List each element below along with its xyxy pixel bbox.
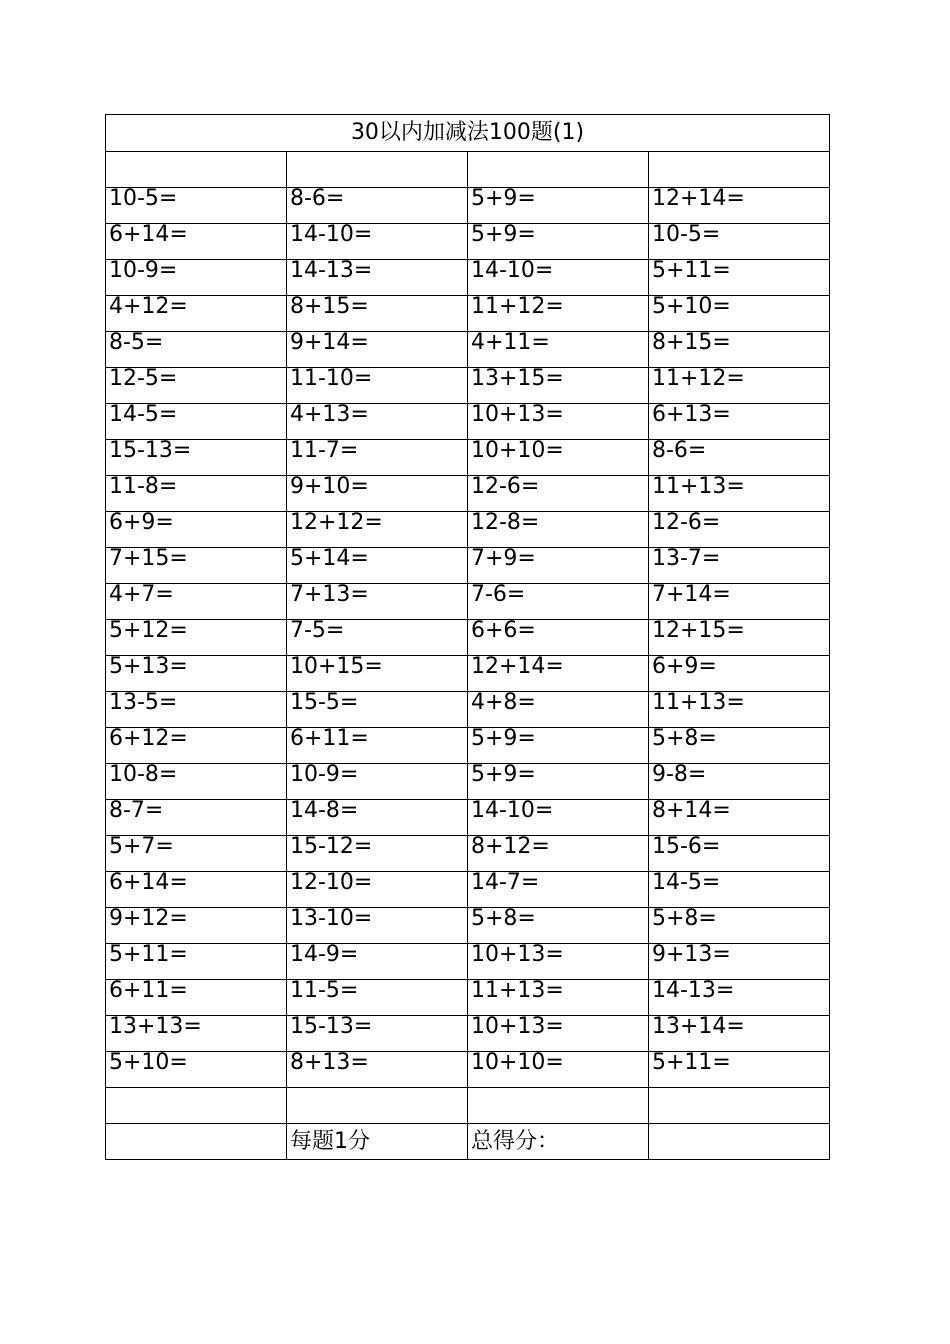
problem-cell: 6+12= bbox=[106, 728, 287, 764]
problem-cell: 10-8= bbox=[106, 764, 287, 800]
problem-cell: 7-5= bbox=[287, 620, 468, 656]
problem-cell: 11+12= bbox=[649, 368, 830, 404]
problem-cell: 5+12= bbox=[106, 620, 287, 656]
problem-row bbox=[106, 692, 830, 728]
problem-cell: 4+11= bbox=[468, 332, 649, 368]
problem-cell: 5+11= bbox=[649, 1052, 830, 1088]
problem-cell: 8+15= bbox=[287, 296, 468, 332]
problem-row bbox=[106, 548, 830, 584]
problem-row bbox=[106, 584, 830, 620]
problem-row bbox=[106, 872, 830, 908]
problem-cell: 12+12= bbox=[287, 512, 468, 548]
problem-row bbox=[106, 908, 830, 944]
problem-cell: 14-13= bbox=[649, 980, 830, 1016]
problem-cell: 10-9= bbox=[287, 764, 468, 800]
problem-cell: 8+14= bbox=[649, 800, 830, 836]
problem-cell: 7+15= bbox=[106, 548, 287, 584]
problem-cell: 10+13= bbox=[468, 1016, 649, 1052]
problem-cell: 15-12= bbox=[287, 836, 468, 872]
problem-cell: 7+13= bbox=[287, 584, 468, 620]
problem-cell: 5+14= bbox=[287, 548, 468, 584]
score-entry-cell[interactable] bbox=[649, 1124, 830, 1160]
problem-cell: 11+12= bbox=[468, 296, 649, 332]
footer-blank-cell bbox=[468, 1088, 649, 1124]
problem-cell: 10-9= bbox=[106, 260, 287, 296]
problem-row bbox=[106, 224, 830, 260]
problem-cell: 11-10= bbox=[287, 368, 468, 404]
problem-cell: 11-7= bbox=[287, 440, 468, 476]
problem-cell: 13-10= bbox=[287, 908, 468, 944]
problem-row bbox=[106, 332, 830, 368]
problem-cell: 10+10= bbox=[468, 1052, 649, 1088]
problem-cell: 15-13= bbox=[287, 1016, 468, 1052]
problem-row bbox=[106, 476, 830, 512]
problem-cell: 12+14= bbox=[468, 656, 649, 692]
footer-blank-row bbox=[106, 1088, 830, 1124]
problem-row bbox=[106, 764, 830, 800]
blank-cell bbox=[649, 152, 830, 188]
problem-cell: 14-8= bbox=[287, 800, 468, 836]
problem-cell: 15-6= bbox=[649, 836, 830, 872]
problem-row bbox=[106, 620, 830, 656]
problem-cell: 7+9= bbox=[468, 548, 649, 584]
problem-cell: 8+12= bbox=[468, 836, 649, 872]
problem-row bbox=[106, 1052, 830, 1088]
problem-row bbox=[106, 368, 830, 404]
problem-cell: 6+11= bbox=[106, 980, 287, 1016]
problem-cell: 8-5= bbox=[106, 332, 287, 368]
problem-row bbox=[106, 296, 830, 332]
footer-score-row bbox=[106, 1124, 830, 1160]
problem-cell: 12-5= bbox=[106, 368, 287, 404]
problem-cell: 13+14= bbox=[649, 1016, 830, 1052]
problem-cell: 14-5= bbox=[106, 404, 287, 440]
problem-cell: 5+9= bbox=[468, 188, 649, 224]
problem-cell: 5+9= bbox=[468, 728, 649, 764]
blank-cell bbox=[106, 152, 287, 188]
points-per-question-label: 每题1分 bbox=[287, 1124, 468, 1160]
problem-cell: 15-13= bbox=[106, 440, 287, 476]
problem-cell: 8-7= bbox=[106, 800, 287, 836]
blank-cell bbox=[287, 152, 468, 188]
problem-cell: 13-7= bbox=[649, 548, 830, 584]
problem-cell: 6+11= bbox=[287, 728, 468, 764]
problem-cell: 9+12= bbox=[106, 908, 287, 944]
problem-cell: 14-13= bbox=[287, 260, 468, 296]
problem-cell: 9+13= bbox=[649, 944, 830, 980]
total-score-label: 总得分： bbox=[468, 1124, 649, 1160]
problem-cell: 6+6= bbox=[468, 620, 649, 656]
problem-row bbox=[106, 800, 830, 836]
footer-blank-cell bbox=[649, 1088, 830, 1124]
problem-cell: 5+11= bbox=[106, 944, 287, 980]
problem-table bbox=[105, 114, 830, 1160]
problem-cell: 5+7= bbox=[106, 836, 287, 872]
problem-cell: 4+7= bbox=[106, 584, 287, 620]
problem-cell: 7+14= bbox=[649, 584, 830, 620]
problem-row bbox=[106, 440, 830, 476]
problem-cell: 6+13= bbox=[649, 404, 830, 440]
problem-cell: 12+15= bbox=[649, 620, 830, 656]
footer-blank-cell bbox=[106, 1124, 287, 1160]
problem-cell: 5+8= bbox=[649, 908, 830, 944]
blank-row bbox=[106, 152, 830, 188]
problem-row bbox=[106, 260, 830, 296]
problem-cell: 15-5= bbox=[287, 692, 468, 728]
problem-cell: 10-5= bbox=[649, 224, 830, 260]
problem-row bbox=[106, 512, 830, 548]
problem-cell: 5+10= bbox=[106, 1052, 287, 1088]
problem-cell: 13+15= bbox=[468, 368, 649, 404]
problem-cell: 10+13= bbox=[468, 404, 649, 440]
problem-cell: 5+9= bbox=[468, 224, 649, 260]
problem-cell: 6+14= bbox=[106, 872, 287, 908]
title-row bbox=[106, 115, 830, 152]
problem-row bbox=[106, 1016, 830, 1052]
problem-cell: 12-10= bbox=[287, 872, 468, 908]
problem-row bbox=[106, 836, 830, 872]
problem-cell: 5+13= bbox=[106, 656, 287, 692]
worksheet bbox=[105, 114, 829, 1183]
problem-cell: 14-10= bbox=[468, 800, 649, 836]
worksheet-title: 30以内加减法100题(1) bbox=[106, 115, 830, 152]
problem-cell: 12+14= bbox=[649, 188, 830, 224]
problem-cell: 6+9= bbox=[106, 512, 287, 548]
problem-cell: 9+14= bbox=[287, 332, 468, 368]
problem-cell: 5+9= bbox=[468, 764, 649, 800]
problem-cell: 14-7= bbox=[468, 872, 649, 908]
problem-cell: 5+8= bbox=[649, 728, 830, 764]
problem-row bbox=[106, 980, 830, 1016]
problem-cell: 8-6= bbox=[287, 188, 468, 224]
problem-cell: 7-6= bbox=[468, 584, 649, 620]
problem-row bbox=[106, 404, 830, 440]
problem-cell: 14-10= bbox=[468, 260, 649, 296]
problem-cell: 9+10= bbox=[287, 476, 468, 512]
problem-cell: 5+10= bbox=[649, 296, 830, 332]
problem-cell: 6+14= bbox=[106, 224, 287, 260]
problem-cell: 14-10= bbox=[287, 224, 468, 260]
problem-row bbox=[106, 188, 830, 224]
problem-cell: 10+15= bbox=[287, 656, 468, 692]
problem-cell: 5+8= bbox=[468, 908, 649, 944]
problem-cell: 4+8= bbox=[468, 692, 649, 728]
problem-cell: 4+13= bbox=[287, 404, 468, 440]
problem-cell: 5+11= bbox=[649, 260, 830, 296]
problem-cell: 10+13= bbox=[468, 944, 649, 980]
problem-cell: 9-8= bbox=[649, 764, 830, 800]
problem-cell: 8-6= bbox=[649, 440, 830, 476]
problem-cell: 12-6= bbox=[649, 512, 830, 548]
problem-cell: 8+13= bbox=[287, 1052, 468, 1088]
problem-row bbox=[106, 944, 830, 980]
problem-cell: 14-9= bbox=[287, 944, 468, 980]
footer-blank-cell bbox=[106, 1088, 287, 1124]
problem-row bbox=[106, 728, 830, 764]
problem-cell: 10+10= bbox=[468, 440, 649, 476]
problem-cell: 14-5= bbox=[649, 872, 830, 908]
blank-cell bbox=[468, 152, 649, 188]
problem-cell: 13+13= bbox=[106, 1016, 287, 1052]
problem-cell: 8+15= bbox=[649, 332, 830, 368]
problem-cell: 11-8= bbox=[106, 476, 287, 512]
problem-cell: 13-5= bbox=[106, 692, 287, 728]
problem-cell: 11+13= bbox=[649, 692, 830, 728]
problem-cell: 11+13= bbox=[649, 476, 830, 512]
footer-blank-cell bbox=[287, 1088, 468, 1124]
problem-cell: 11-5= bbox=[287, 980, 468, 1016]
problem-cell: 6+9= bbox=[649, 656, 830, 692]
problem-cell: 4+12= bbox=[106, 296, 287, 332]
problem-row bbox=[106, 656, 830, 692]
problem-cell: 12-6= bbox=[468, 476, 649, 512]
problem-cell: 11+13= bbox=[468, 980, 649, 1016]
problem-cell: 10-5= bbox=[106, 188, 287, 224]
problem-cell: 12-8= bbox=[468, 512, 649, 548]
